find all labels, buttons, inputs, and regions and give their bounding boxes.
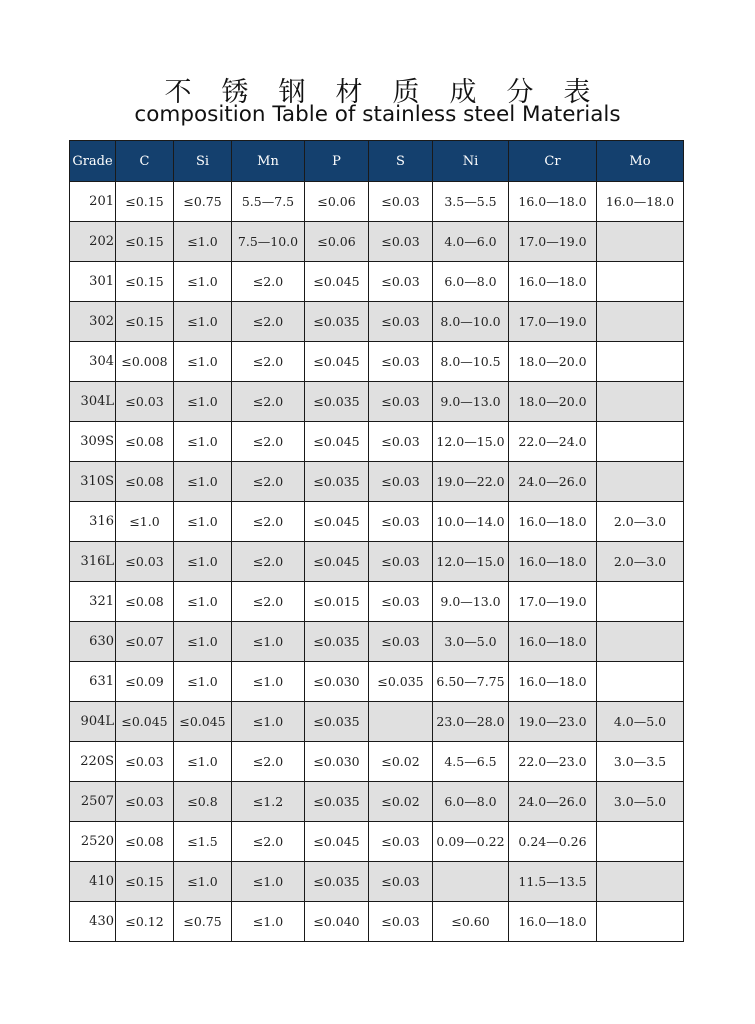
cell-s: ≤0.03 bbox=[369, 302, 433, 342]
cell-mo bbox=[597, 302, 684, 342]
cell-ni: 19.0—22.0 bbox=[433, 462, 509, 502]
cell-mn: 5.5—7.5 bbox=[232, 182, 305, 222]
cell-mn: ≤2.0 bbox=[232, 542, 305, 582]
cell-mo bbox=[597, 262, 684, 302]
cell-cr: 17.0—19.0 bbox=[509, 222, 597, 262]
cell-mo bbox=[597, 822, 684, 862]
cell-mo: 16.0—18.0 bbox=[597, 182, 684, 222]
cell-si: ≤1.0 bbox=[174, 862, 232, 902]
cell-si: ≤1.0 bbox=[174, 222, 232, 262]
table-row bbox=[70, 622, 684, 662]
cell-p: ≤0.045 bbox=[305, 422, 369, 462]
cell-p: ≤0.030 bbox=[305, 742, 369, 782]
cell-c: ≤0.15 bbox=[116, 862, 174, 902]
cell-grade: 316L bbox=[70, 542, 116, 582]
cell-mo bbox=[597, 862, 684, 902]
cell-p: ≤0.045 bbox=[305, 822, 369, 862]
cell-cr: 18.0—20.0 bbox=[509, 382, 597, 422]
cell-ni: 8.0—10.5 bbox=[433, 342, 509, 382]
cell-cr: 16.0—18.0 bbox=[509, 182, 597, 222]
cell-mn: ≤1.2 bbox=[232, 782, 305, 822]
table-row bbox=[70, 542, 684, 582]
cell-grade: 904L bbox=[70, 702, 116, 742]
column-header-mo: Mo bbox=[597, 141, 684, 182]
table-row bbox=[70, 502, 684, 542]
cell-cr: 0.24—0.26 bbox=[509, 822, 597, 862]
cell-mn: ≤2.0 bbox=[232, 462, 305, 502]
cell-grade: 202 bbox=[70, 222, 116, 262]
column-header-si: Si bbox=[174, 141, 232, 182]
cell-grade: 301 bbox=[70, 262, 116, 302]
cell-cr: 22.0—23.0 bbox=[509, 742, 597, 782]
column-header-ni: Ni bbox=[433, 141, 509, 182]
table-row bbox=[70, 782, 684, 822]
cell-s: ≤0.03 bbox=[369, 262, 433, 302]
table-row bbox=[70, 662, 684, 702]
cell-mo bbox=[597, 222, 684, 262]
column-header-mn: Mn bbox=[232, 141, 305, 182]
cell-ni: 12.0—15.0 bbox=[433, 542, 509, 582]
column-header-p: P bbox=[305, 141, 369, 182]
table-row bbox=[70, 182, 684, 222]
cell-cr: 16.0—18.0 bbox=[509, 902, 597, 942]
cell-grade: 430 bbox=[70, 902, 116, 942]
cell-s: ≤0.03 bbox=[369, 342, 433, 382]
cell-grade: 2520 bbox=[70, 822, 116, 862]
cell-s: ≤0.02 bbox=[369, 742, 433, 782]
cell-c: ≤0.15 bbox=[116, 222, 174, 262]
cell-ni: 10.0—14.0 bbox=[433, 502, 509, 542]
table-header-row bbox=[70, 141, 684, 182]
cell-si: ≤1.0 bbox=[174, 582, 232, 622]
cell-c: ≤0.15 bbox=[116, 262, 174, 302]
cell-mn: ≤2.0 bbox=[232, 422, 305, 462]
cell-c: ≤0.15 bbox=[116, 302, 174, 342]
cell-p: ≤0.06 bbox=[305, 222, 369, 262]
cell-grade: 630 bbox=[70, 622, 116, 662]
column-header-cr: Cr bbox=[509, 141, 597, 182]
cell-ni: 4.5—6.5 bbox=[433, 742, 509, 782]
column-header-grade: Grade bbox=[70, 141, 116, 182]
table-row bbox=[70, 302, 684, 342]
cell-ni: 6.0—8.0 bbox=[433, 782, 509, 822]
cell-si: ≤0.8 bbox=[174, 782, 232, 822]
cell-p: ≤0.015 bbox=[305, 582, 369, 622]
cell-mo bbox=[597, 622, 684, 662]
cell-mo: 4.0—5.0 bbox=[597, 702, 684, 742]
cell-s: ≤0.03 bbox=[369, 462, 433, 502]
cell-p: ≤0.035 bbox=[305, 782, 369, 822]
cell-si: ≤1.0 bbox=[174, 542, 232, 582]
cell-mn: ≤2.0 bbox=[232, 502, 305, 542]
table-body bbox=[70, 182, 684, 942]
cell-c: ≤0.03 bbox=[116, 382, 174, 422]
cell-grade: 304 bbox=[70, 342, 116, 382]
cell-cr: 22.0—24.0 bbox=[509, 422, 597, 462]
cell-cr: 11.5—13.5 bbox=[509, 862, 597, 902]
cell-ni: 9.0—13.0 bbox=[433, 382, 509, 422]
cell-grade: 309S bbox=[70, 422, 116, 462]
cell-ni: 0.09—0.22 bbox=[433, 822, 509, 862]
table-row bbox=[70, 742, 684, 782]
cell-ni: 6.0—8.0 bbox=[433, 262, 509, 302]
cell-mn: ≤2.0 bbox=[232, 302, 305, 342]
cell-s: ≤0.03 bbox=[369, 822, 433, 862]
cell-p: ≤0.06 bbox=[305, 182, 369, 222]
table-row bbox=[70, 582, 684, 622]
cell-grade: 304L bbox=[70, 382, 116, 422]
cell-si: ≤0.045 bbox=[174, 702, 232, 742]
cell-c: ≤0.045 bbox=[116, 702, 174, 742]
cell-mn: ≤2.0 bbox=[232, 262, 305, 302]
cell-cr: 16.0—18.0 bbox=[509, 662, 597, 702]
page-title-english: composition Table of stainless steel Materials bbox=[134, 102, 621, 127]
table-row bbox=[70, 862, 684, 902]
cell-grade: 302 bbox=[70, 302, 116, 342]
cell-p: ≤0.040 bbox=[305, 902, 369, 942]
cell-p: ≤0.035 bbox=[305, 862, 369, 902]
cell-c: ≤0.07 bbox=[116, 622, 174, 662]
cell-si: ≤1.0 bbox=[174, 342, 232, 382]
cell-si: ≤0.75 bbox=[174, 902, 232, 942]
cell-p: ≤0.030 bbox=[305, 662, 369, 702]
cell-ni: 12.0—15.0 bbox=[433, 422, 509, 462]
cell-grade: 410 bbox=[70, 862, 116, 902]
cell-mo bbox=[597, 662, 684, 702]
table-row bbox=[70, 422, 684, 462]
table-row bbox=[70, 702, 684, 742]
cell-mo bbox=[597, 582, 684, 622]
cell-mn: ≤1.0 bbox=[232, 622, 305, 662]
cell-p: ≤0.035 bbox=[305, 622, 369, 662]
cell-s: ≤0.03 bbox=[369, 422, 433, 462]
cell-s: ≤0.03 bbox=[369, 502, 433, 542]
cell-cr: 18.0—20.0 bbox=[509, 342, 597, 382]
cell-mn: ≤2.0 bbox=[232, 582, 305, 622]
cell-mo: 3.0—3.5 bbox=[597, 742, 684, 782]
cell-si: ≤1.5 bbox=[174, 822, 232, 862]
cell-c: ≤0.03 bbox=[116, 742, 174, 782]
cell-mo bbox=[597, 462, 684, 502]
cell-p: ≤0.035 bbox=[305, 702, 369, 742]
cell-mn: ≤2.0 bbox=[232, 822, 305, 862]
cell-mn: ≤1.0 bbox=[232, 862, 305, 902]
cell-cr: 19.0—23.0 bbox=[509, 702, 597, 742]
cell-grade: 631 bbox=[70, 662, 116, 702]
cell-p: ≤0.045 bbox=[305, 262, 369, 302]
cell-si: ≤0.75 bbox=[174, 182, 232, 222]
cell-mo bbox=[597, 902, 684, 942]
cell-s: ≤0.02 bbox=[369, 782, 433, 822]
cell-ni: 6.50—7.75 bbox=[433, 662, 509, 702]
cell-si: ≤1.0 bbox=[174, 742, 232, 782]
cell-grade: 220S bbox=[70, 742, 116, 782]
cell-c: ≤0.12 bbox=[116, 902, 174, 942]
cell-mn: 7.5—10.0 bbox=[232, 222, 305, 262]
cell-s: ≤0.035 bbox=[369, 662, 433, 702]
cell-mo: 2.0—3.0 bbox=[597, 502, 684, 542]
cell-p: ≤0.045 bbox=[305, 542, 369, 582]
cell-ni: 8.0—10.0 bbox=[433, 302, 509, 342]
cell-si: ≤1.0 bbox=[174, 422, 232, 462]
cell-s bbox=[369, 702, 433, 742]
cell-mo: 2.0—3.0 bbox=[597, 542, 684, 582]
cell-cr: 24.0—26.0 bbox=[509, 782, 597, 822]
cell-si: ≤1.0 bbox=[174, 502, 232, 542]
composition-table bbox=[69, 140, 684, 942]
cell-s: ≤0.03 bbox=[369, 182, 433, 222]
cell-cr: 17.0—19.0 bbox=[509, 302, 597, 342]
cell-grade: 310S bbox=[70, 462, 116, 502]
table-row bbox=[70, 902, 684, 942]
cell-p: ≤0.045 bbox=[305, 502, 369, 542]
cell-s: ≤0.03 bbox=[369, 622, 433, 662]
cell-p: ≤0.035 bbox=[305, 302, 369, 342]
cell-s: ≤0.03 bbox=[369, 222, 433, 262]
cell-cr: 17.0—19.0 bbox=[509, 582, 597, 622]
cell-ni bbox=[433, 862, 509, 902]
cell-mo: 3.0—5.0 bbox=[597, 782, 684, 822]
cell-mn: ≤1.0 bbox=[232, 662, 305, 702]
cell-mo bbox=[597, 382, 684, 422]
cell-grade: 2507 bbox=[70, 782, 116, 822]
cell-cr: 24.0—26.0 bbox=[509, 462, 597, 502]
cell-si: ≤1.0 bbox=[174, 262, 232, 302]
cell-c: ≤0.08 bbox=[116, 582, 174, 622]
cell-cr: 16.0—18.0 bbox=[509, 502, 597, 542]
cell-si: ≤1.0 bbox=[174, 462, 232, 502]
cell-s: ≤0.03 bbox=[369, 902, 433, 942]
page-title-chinese: 不锈钢材质成分表 bbox=[164, 77, 621, 108]
cell-si: ≤1.0 bbox=[174, 662, 232, 702]
table-row bbox=[70, 382, 684, 422]
cell-s: ≤0.03 bbox=[369, 382, 433, 422]
cell-grade: 201 bbox=[70, 182, 116, 222]
cell-mn: ≤2.0 bbox=[232, 742, 305, 782]
cell-c: ≤0.09 bbox=[116, 662, 174, 702]
cell-ni: 3.0—5.0 bbox=[433, 622, 509, 662]
cell-grade: 321 bbox=[70, 582, 116, 622]
cell-ni: 23.0—28.0 bbox=[433, 702, 509, 742]
cell-ni: 3.5—5.5 bbox=[433, 182, 509, 222]
column-header-c: C bbox=[116, 141, 174, 182]
cell-mn: ≤2.0 bbox=[232, 342, 305, 382]
cell-c: ≤0.15 bbox=[116, 182, 174, 222]
cell-s: ≤0.03 bbox=[369, 542, 433, 582]
cell-c: ≤0.008 bbox=[116, 342, 174, 382]
cell-s: ≤0.03 bbox=[369, 862, 433, 902]
cell-grade: 316 bbox=[70, 502, 116, 542]
cell-si: ≤1.0 bbox=[174, 382, 232, 422]
table-row bbox=[70, 222, 684, 262]
column-header-s: S bbox=[369, 141, 433, 182]
table-row bbox=[70, 262, 684, 302]
cell-s: ≤0.03 bbox=[369, 582, 433, 622]
cell-p: ≤0.045 bbox=[305, 342, 369, 382]
cell-c: ≤0.08 bbox=[116, 462, 174, 502]
cell-cr: 16.0—18.0 bbox=[509, 542, 597, 582]
cell-ni: 9.0—13.0 bbox=[433, 582, 509, 622]
table-row bbox=[70, 462, 684, 502]
cell-cr: 16.0—18.0 bbox=[509, 622, 597, 662]
cell-c: ≤0.03 bbox=[116, 542, 174, 582]
cell-p: ≤0.035 bbox=[305, 462, 369, 502]
table-row bbox=[70, 342, 684, 382]
cell-p: ≤0.035 bbox=[305, 382, 369, 422]
table-row bbox=[70, 822, 684, 862]
cell-mn: ≤1.0 bbox=[232, 702, 305, 742]
cell-mn: ≤1.0 bbox=[232, 902, 305, 942]
cell-mo bbox=[597, 422, 684, 462]
cell-c: ≤0.03 bbox=[116, 782, 174, 822]
cell-mo bbox=[597, 342, 684, 382]
cell-ni: ≤0.60 bbox=[433, 902, 509, 942]
cell-c: ≤0.08 bbox=[116, 422, 174, 462]
cell-c: ≤0.08 bbox=[116, 822, 174, 862]
cell-ni: 4.0—6.0 bbox=[433, 222, 509, 262]
cell-si: ≤1.0 bbox=[174, 302, 232, 342]
cell-si: ≤1.0 bbox=[174, 622, 232, 662]
cell-mn: ≤2.0 bbox=[232, 382, 305, 422]
cell-cr: 16.0—18.0 bbox=[509, 262, 597, 302]
cell-c: ≤1.0 bbox=[116, 502, 174, 542]
